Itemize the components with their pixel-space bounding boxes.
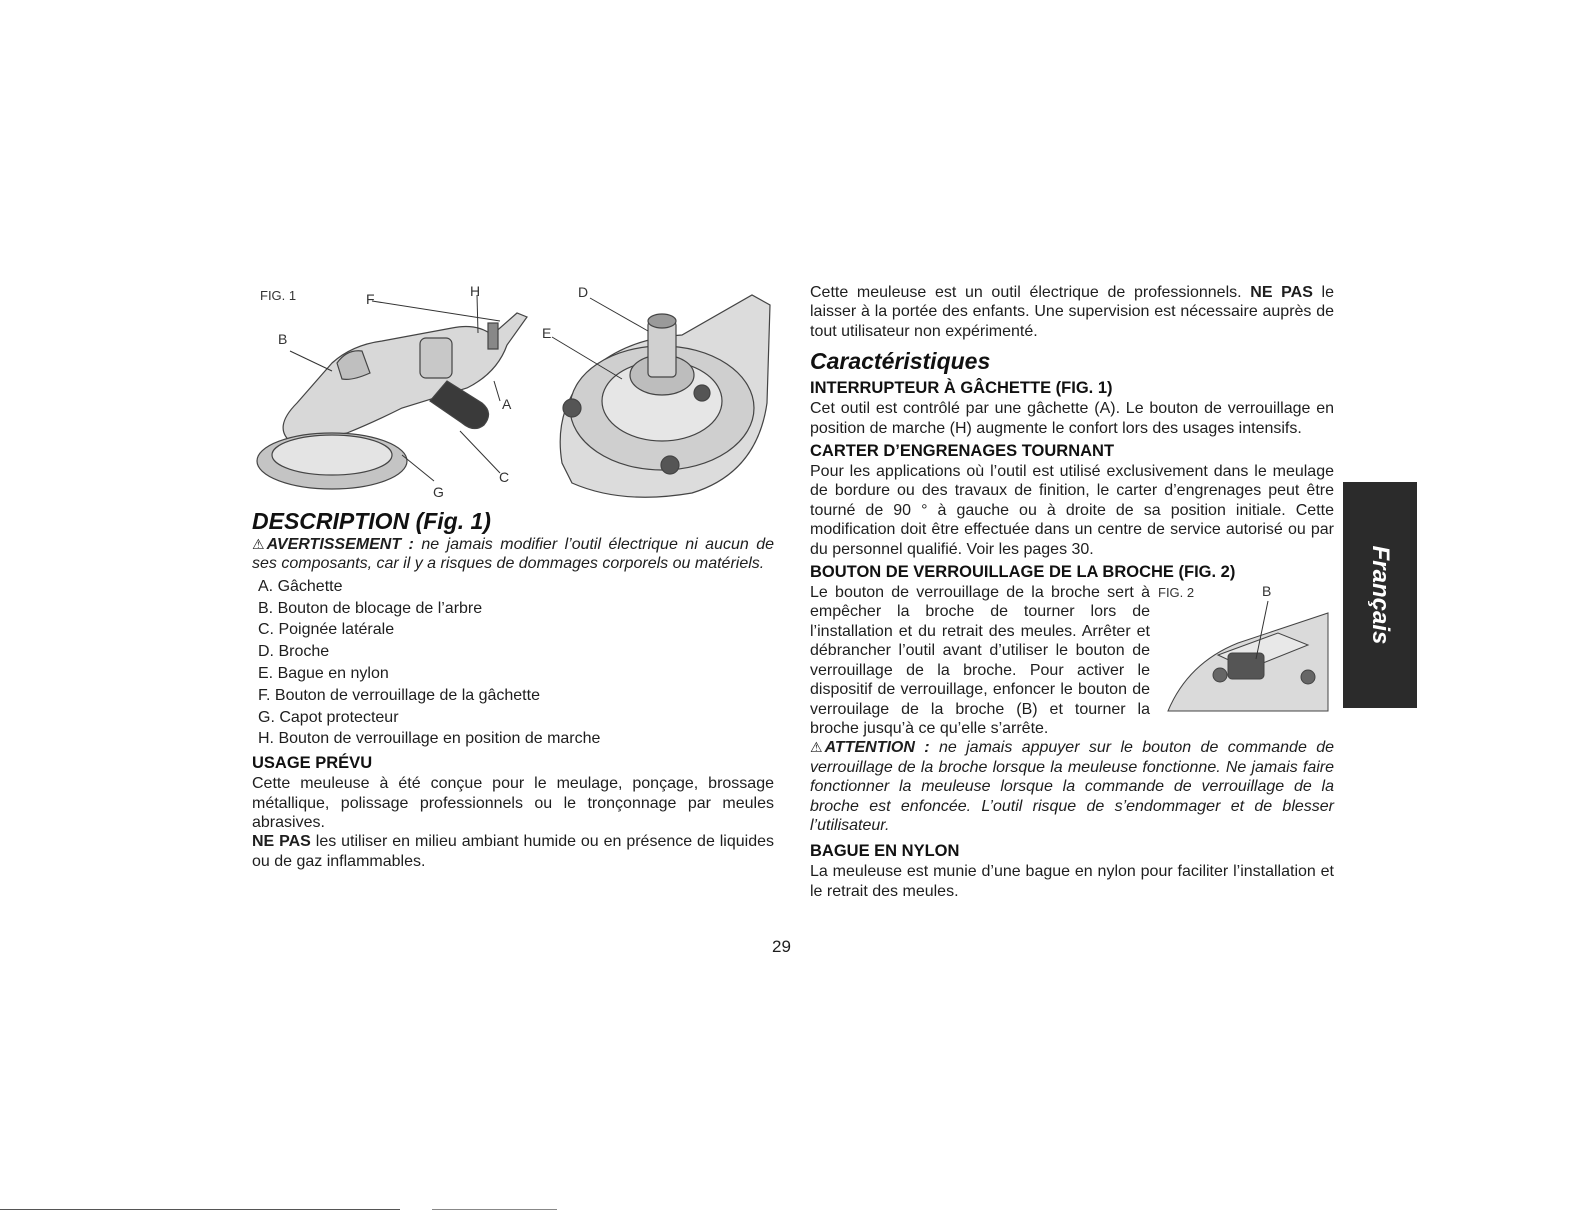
nylon-heading: BAGUE EN NYLON [810, 842, 960, 861]
warning-paragraph [252, 535, 774, 574]
nepas-label: NE PAS [252, 833, 311, 851]
nylon-text: La meuleuse est munie d’une bague en nylon pour faciliter l’installation et le retrait des meules. [810, 863, 1334, 900]
language-tab-label: Français [1367, 545, 1394, 645]
warning-text: ne jamais modifier l’outil électrique ni aucun de ses composants, car il y a risques de dommages corporels ou matériels. [252, 536, 775, 573]
callout-d: D [578, 284, 589, 300]
list-item: E. Bague en nylon [258, 665, 389, 682]
callout-h: H [470, 283, 481, 299]
trigger-heading: INTERRUPTEUR À GÂCHETTE (FIG. 1) [810, 379, 1113, 398]
list-item: F. Bouton de verrouillage de la gâchette [258, 686, 540, 704]
list-item: H. Bouton de verrouillage en position de marche [258, 730, 601, 748]
spindle-lock-illustration [1158, 583, 1334, 729]
intro-text-a: Cette meuleuse est un outil électrique de professionnels. [810, 284, 1242, 301]
page-number: 29 [772, 937, 791, 956]
lock-text: Le bouton de verrouillage de la broche sert à empêcher la broche de tourner lors de l’installation et du retrait des meules. Arrêter et débrancher l’outil avant d’utiliser le bouton de verrouillage de la broche. Pour activer le dispositif de verrouillage, enfoncer le bouton de verrouilage de la broche (B) et tourner la broche jusqu’à ce qu’elle s’arrête. [810, 584, 1150, 737]
usage-heading: USAGE PRÉVU [252, 754, 373, 773]
grinder-illustration [252, 283, 774, 505]
parts-list [258, 576, 774, 750]
callout-b: B [278, 331, 288, 347]
lock-heading: BOUTON DE VERROUILLAGE DE LA BROCHE (FIG. 2) [810, 563, 1236, 582]
right-column [810, 283, 1334, 901]
figure-2 [1158, 583, 1334, 729]
left-column [252, 283, 774, 871]
bottom-divider [432, 1209, 557, 1210]
caution-paragraph [810, 738, 1334, 835]
features-heading: Caractéristiques [810, 348, 991, 375]
warning-triangle-icon: ⚠ [252, 536, 265, 552]
trigger-text: Cet outil est contrôlé par une gâchette (A). Le bouton de verrouillage en position de marche (H) augmente le confort lors des usages intensifs. [810, 400, 1334, 437]
fig1-label: FIG. 1 [260, 288, 297, 303]
nepas-text: les utiliser en milieu ambiant humide ou en présence de liquides ou de gaz inflammables. [252, 833, 775, 870]
callout-f: F [366, 291, 375, 307]
list-item: G. Capot protecteur [258, 708, 399, 726]
gear-text: Pour les applications où l’outil est utilisé exclusivement dans le meulage de bordure ou des travaux de finition, le carter d’engrenages peut être tourné de 90 ° à gauche ou à droite de sa position initiale. Cette modification doit être effectuée dans un centre de service autorisé ou par du personnel qualifié. Voir les pages 30. [810, 463, 1334, 558]
callout-e: E [542, 325, 552, 341]
usage-text: Cette meuleuse à été conçue pour le meulage, ponçage, brossage métallique, polissage professionnels ou le tronçonnage par meules abrasives. [252, 775, 774, 831]
language-tab [1343, 482, 1417, 708]
intro-text-b: le laisser à la portée des enfants. Une supervision est nécessaire auprès de tout utilisateur non expérimenté. [810, 284, 1334, 340]
gear-heading: CARTER D’ENGRENAGES TOURNANT [810, 442, 1115, 461]
bottom-divider [0, 1209, 400, 1210]
fig2-label: FIG. 2 [1158, 585, 1195, 601]
list-item: B. Bouton de blocage de l’arbre [258, 599, 483, 617]
description-heading: DESCRIPTION (Fig. 1) [252, 508, 491, 534]
list-item: A. Gâchette [258, 577, 343, 595]
list-item: C. Poignée latérale [258, 621, 395, 639]
caution-label: ATTENTION : [824, 739, 930, 757]
callout-c: C [499, 469, 510, 485]
caution-triangle-icon: ⚠ [810, 739, 823, 756]
nepas-paragraph [252, 832, 774, 871]
callout-a: A [502, 396, 512, 412]
callout-g: G [433, 484, 444, 500]
fig2-callout-b: B [1262, 583, 1272, 600]
intro-bold: NE PAS [1250, 284, 1313, 301]
caution-text: ne jamais appuyer sur le bouton de commande de verrouillage de la broche lorsque la meuleuse fonctionne. Ne jamais faire fonctionner la meuleuse lorsque la commande de verrouillage de la broche est enfoncée. L’outil risque de s’endommager et de blesser l’utilisateur. [810, 739, 1334, 834]
warning-label: AVERTISSEMENT : [266, 536, 414, 553]
intro-paragraph [810, 283, 1334, 341]
list-item: D. Broche [258, 643, 330, 661]
figure-1 [252, 283, 774, 505]
